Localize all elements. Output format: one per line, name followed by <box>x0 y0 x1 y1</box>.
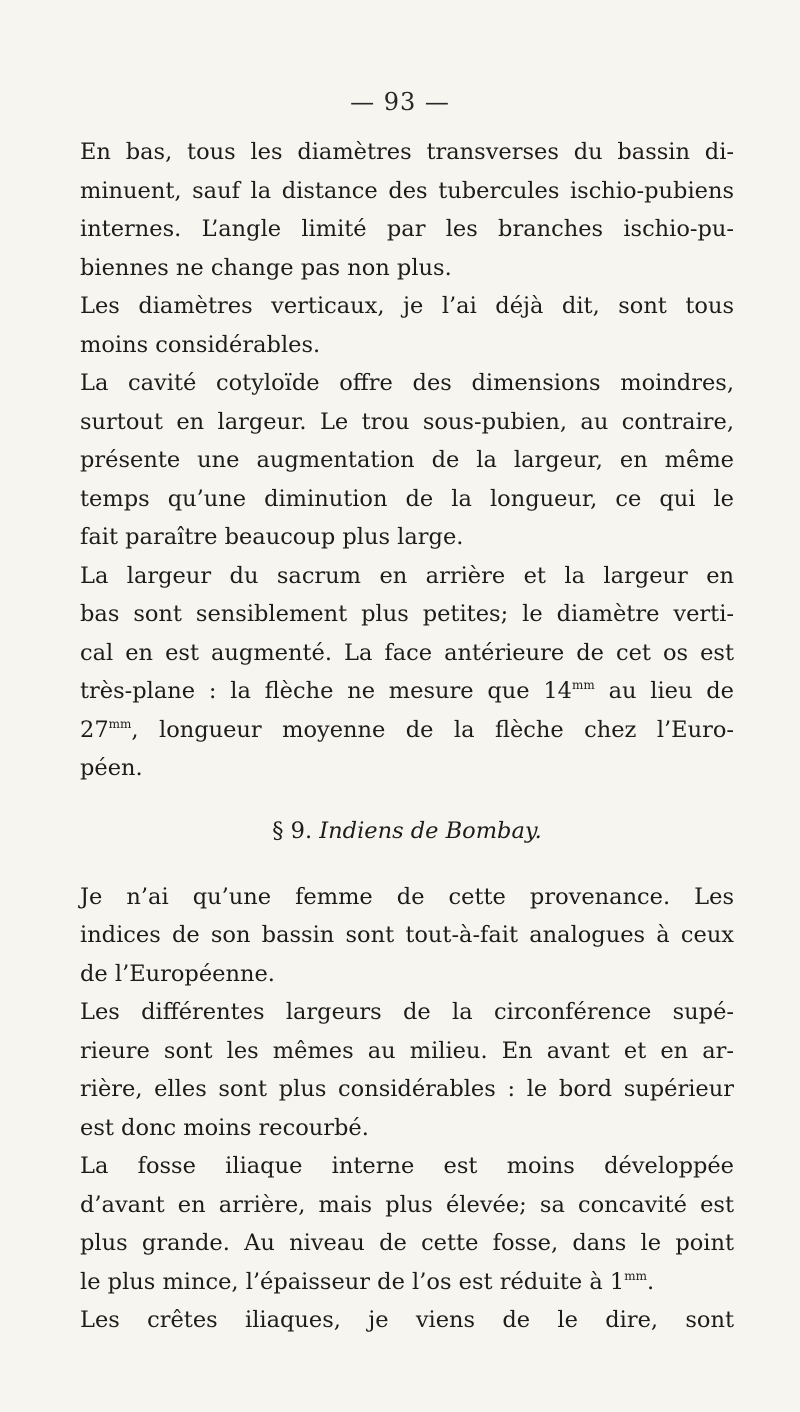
unit-superscript: mm <box>108 716 132 731</box>
text-line: La largeur du sacrum en arrière et la largeur en <box>80 562 734 589</box>
text-line: est donc moins recourbé. <box>80 1114 369 1141</box>
section-heading <box>80 800 734 862</box>
text-line: plus grande. Au niveau de cette fosse, dans le point <box>80 1230 734 1256</box>
text-line: Je n’ai qu’une femme de cette provenance. Les <box>80 883 734 910</box>
text-span: au lieu de <box>594 678 735 704</box>
text-line: internes. L’angle limité par les branches ischio-pu- <box>80 216 734 242</box>
text-line: d’avant en arrière, mais plus élevée; sa concavité est <box>80 1191 734 1218</box>
text-line: bas sont sensiblement plus petites; le diamètre verti- <box>80 601 734 627</box>
text-line: En bas, tous les diamètres transverses du bassin di- <box>80 139 734 165</box>
text-line: La fosse iliaque interne est moins développée <box>80 1153 734 1179</box>
text-line: La cavité cotyloïde offre des dimensions moindres, <box>80 370 734 396</box>
section-title: Indiens de Bombay. <box>319 817 542 844</box>
text-line-with-unit <box>80 1263 734 1302</box>
text-line: péen. <box>80 755 143 781</box>
text-line: minuent, sauf la distance des tubercules ischio-pubiens <box>80 177 734 204</box>
unit-superscript: mm <box>572 678 595 692</box>
text-line: Les crêtes iliaques, je viens de le dire, sont <box>80 1307 734 1333</box>
text-line: Les diamètres verticaux, je l’ai déjà dit, sont tous <box>80 293 734 319</box>
text-line: présente une augmentation de la largeur, en même <box>80 447 734 473</box>
text-line: temps qu’une diminution de la longueur, ce qui le <box>80 485 734 512</box>
section-number: § 9. <box>272 817 313 844</box>
text-line: de l’Européenne. <box>80 960 275 987</box>
page-number: — 93 — <box>350 88 450 116</box>
unit-superscript: mm <box>624 1268 648 1283</box>
text-span: le plus mince, l’épaisseur de l’os est réduite à 1 <box>80 1268 625 1295</box>
text-line: cal en est augmenté. La face antérieure de cet os est <box>80 639 734 666</box>
text-line: rieure sont les mêmes au milieu. En avant et en ar- <box>80 1037 734 1064</box>
text-span: très-plane : la flèche ne mesure que 14 <box>80 678 573 704</box>
text-line: Les différentes largeurs de la circonférence supé- <box>80 999 734 1025</box>
text-line: surtout en largeur. Le trou sous-pubien, au contraire, <box>80 408 734 435</box>
text-span: . <box>647 1268 655 1295</box>
text-line-with-unit <box>80 672 734 711</box>
text-line: moins considérables. <box>80 331 321 358</box>
page-body <box>80 133 734 1340</box>
text-line: rière, elles sont plus considérables : le bord supérieur <box>80 1076 734 1102</box>
text-span: , longueur moyenne de la flèche chez l’Euro- <box>131 716 734 743</box>
text-line: indices de son bassin sont tout-à-fait analogues à ceux <box>80 922 734 948</box>
text-line: biennes ne change pas non plus. <box>80 254 452 281</box>
text-line-with-unit <box>80 711 734 750</box>
text-line: fait paraître beaucoup plus large. <box>80 524 464 550</box>
text-span: 27 <box>80 716 109 743</box>
